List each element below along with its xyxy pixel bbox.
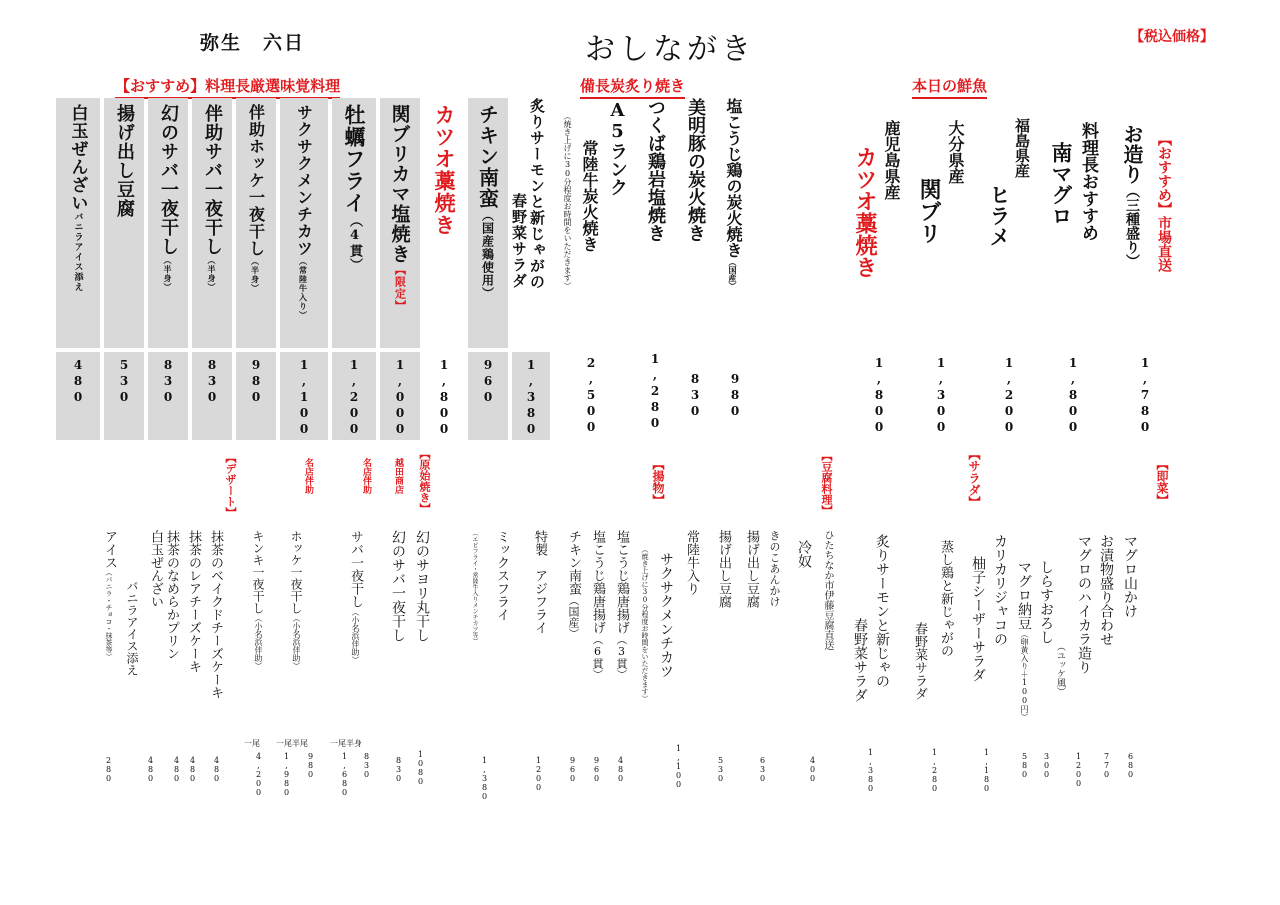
salad-item-3: 炙りサーモンと新じゃの bbox=[874, 534, 890, 688]
bin-item-3: つくば鶏岩塩焼き bbox=[645, 98, 666, 242]
fried-item-3: 塩こうじ鶏唐揚げ（6貫） bbox=[590, 530, 605, 680]
dessert-item-4-line2: バニラアイス添え bbox=[125, 580, 139, 676]
size-label-1: 一尾 bbox=[244, 739, 260, 748]
salad-item-1: カリカリジャコの bbox=[992, 534, 1008, 646]
fried-item-1-note: （焼き上げに30分程度お時間をいただきます） bbox=[641, 546, 649, 702]
famous2-item-2: キンキ一夜干し（小名浜伴助） bbox=[251, 530, 265, 670]
salad-item-3-line2: 春野菜サラダ bbox=[852, 618, 868, 702]
dessert-price-4: 480 bbox=[146, 756, 155, 783]
quick-item-5: マグロ納豆（卵黄入り＋100円） bbox=[1016, 560, 1032, 721]
quick-label: 【即菜】 bbox=[1155, 458, 1169, 506]
fried-price-1: 1,100 bbox=[674, 744, 683, 789]
rec-item-5 bbox=[332, 98, 376, 348]
rec-item-1-name2: 春野菜サラダ bbox=[510, 193, 528, 289]
grilled-price-2: 830 bbox=[394, 756, 403, 783]
famous1-price-1: 830 bbox=[362, 752, 371, 779]
dessert-item-3: 抹茶のなめらかプリン bbox=[164, 530, 179, 660]
famous2-price-2: 1,980 bbox=[282, 752, 291, 797]
section-binchotan-title: 備長炭炙り焼き bbox=[580, 75, 685, 99]
rec-item-2 bbox=[468, 98, 508, 348]
rec-price-5-box bbox=[332, 352, 376, 440]
quick-price-4: 300 bbox=[1042, 752, 1051, 779]
tofu-price-1: 400 bbox=[808, 756, 817, 783]
fried-item-1-line2: サクサクメンチカツ bbox=[658, 552, 674, 678]
rec-item-1 bbox=[512, 98, 550, 348]
fried-item-6: ミックスフライ bbox=[494, 530, 509, 621]
fish-price-4: 1,300 bbox=[934, 356, 948, 436]
quick-price-5: 580 bbox=[1020, 752, 1029, 779]
famous2-label: 名店伴助 bbox=[303, 458, 313, 494]
fried-label: 【揚物】 bbox=[651, 458, 665, 506]
salad-price-3: 1,380 bbox=[866, 748, 875, 793]
rec-item-9 bbox=[148, 98, 188, 348]
fish-price-5: 1,800 bbox=[872, 356, 886, 436]
tofu-item-2: きのこあんかけ bbox=[768, 530, 781, 607]
fish-price-2: 1,800 bbox=[1066, 356, 1080, 436]
tofu-item-1: 冷奴 bbox=[796, 540, 812, 568]
rec-price-3-box bbox=[424, 352, 464, 440]
bin-item-1: 塩こうじ鶏の炭火焼き（国産） bbox=[724, 98, 743, 290]
fish-item-5-line2: カツオ藁焼き bbox=[852, 146, 878, 278]
rec-price-8-box bbox=[192, 352, 232, 440]
fried-item-5: 特製 アジフライ bbox=[532, 530, 547, 634]
famous2-price-3: 4,200 bbox=[254, 752, 263, 797]
tofu-item-3: 揚げ出し豆腐 bbox=[716, 530, 731, 608]
rec-price-2-box bbox=[468, 352, 508, 440]
quick-item-2: お漬物盛り合わせ bbox=[1098, 534, 1114, 646]
fried-item-4: チキン南蛮（国産） bbox=[566, 530, 581, 639]
fish-price-3: 1,200 bbox=[1002, 356, 1016, 436]
rec-price-8: 830 bbox=[205, 358, 219, 406]
fish-item-3-line2: ヒラメ bbox=[987, 184, 1012, 247]
rec-price-9: 830 bbox=[161, 358, 175, 406]
bin-item-2: 美明豚の炭火焼き bbox=[685, 98, 706, 242]
rec-item-11-name: 白玉ぜんざいバニラアイス添え bbox=[67, 104, 88, 292]
grilled-price-1: 1080 bbox=[416, 750, 425, 786]
quick-price-1: 680 bbox=[1126, 752, 1135, 779]
bin-price-4: 2,500 bbox=[584, 356, 598, 436]
section-fresh-fish-title: 本日の鮮魚 bbox=[912, 75, 987, 99]
tax-note: 【税込価格】 bbox=[1130, 29, 1214, 45]
tofu-item-2-line2: 揚げ出し豆腐 bbox=[744, 530, 759, 608]
fried-price-6: 1,380 bbox=[480, 756, 489, 801]
bin-item-4-line2: 常陸牛炭火焼き bbox=[580, 140, 599, 252]
rec-price-6-box bbox=[280, 352, 328, 440]
rec-price-7: 980 bbox=[249, 358, 263, 406]
quick-item-3: マグロのハイカラ造り bbox=[1076, 534, 1092, 674]
rec-price-11-box bbox=[56, 352, 100, 440]
salad-item-2: 蒸し鶏と新じゃがの bbox=[938, 540, 953, 657]
fried-item-1: 常陸牛入り bbox=[684, 530, 699, 595]
size-label-2: 一尾半尾 bbox=[276, 739, 308, 748]
famous1-price-2: 1,680 bbox=[340, 752, 349, 797]
rec-price-3: 1,800 bbox=[437, 358, 451, 438]
rec-item-10 bbox=[104, 98, 144, 348]
rec-item-7 bbox=[236, 98, 276, 348]
rec-item-11 bbox=[56, 98, 100, 348]
famous1-sub: 越田商店 bbox=[393, 458, 403, 494]
famous1-label: 名店伴助 bbox=[361, 458, 371, 494]
rec-item-1-name: 炙りサーモンと新じゃがの bbox=[528, 98, 546, 290]
salad-price-2: 1,280 bbox=[930, 748, 939, 793]
grilled-item-2: 幻のサバ一夜干し bbox=[390, 530, 406, 642]
dessert-price-1: 480 bbox=[212, 756, 221, 783]
size-label-3: 一尾半身 bbox=[330, 739, 362, 748]
rec-item-2-name: チキン南蛮（国産鶏使用） bbox=[475, 104, 500, 300]
rec-item-6 bbox=[280, 98, 328, 348]
famous2-price-1: 980 bbox=[306, 752, 315, 779]
grilled-item-1: 幻のサヨリ丸干し bbox=[414, 530, 430, 642]
rec-price-7-box bbox=[236, 352, 276, 440]
fish-item-4-line2: 関ブリ bbox=[916, 178, 942, 244]
fish-item-5: 鹿児島県産 bbox=[882, 120, 901, 200]
fried-price-2: 480 bbox=[616, 756, 625, 783]
rec-price-9-box bbox=[148, 352, 188, 440]
rec-item-10-name: 揚げ出し豆腐 bbox=[114, 104, 135, 218]
tofu-label: 【豆腐料理】 bbox=[820, 450, 833, 516]
bin-price-1: 980 bbox=[728, 372, 742, 420]
rec-price-4: 1,000 bbox=[393, 358, 407, 438]
tofu-price-3: 530 bbox=[716, 756, 725, 783]
dessert-price-3: 480 bbox=[172, 756, 181, 783]
bin-note: （焼き上げに30分程度お時間をいただきます） bbox=[563, 112, 572, 290]
fish-item-4: 大分県産 bbox=[946, 120, 965, 184]
rec-price-1: 1,380 bbox=[524, 358, 538, 438]
dessert-item-2: 抹茶のレアチーズケーキ bbox=[186, 530, 201, 673]
salad-label: 【サラダ】 bbox=[967, 448, 981, 508]
rec-item-3-name: カツオ藁焼き bbox=[432, 104, 457, 236]
bin-price-3: 1,280 bbox=[648, 352, 662, 432]
fried-price-4: 960 bbox=[568, 756, 577, 783]
dessert-item-1: 抹茶のベイクドチーズケーキ bbox=[208, 530, 223, 699]
fish-item-2: 料理長おすすめ bbox=[1078, 122, 1098, 241]
dessert-item-5: アイス（バニラ・チョコ・抹茶等） bbox=[102, 530, 117, 660]
rec-item-7-name: 伴助ホッケ一夜干し（半身） bbox=[246, 104, 266, 293]
fish-prefix: 【おすすめ】市場直送 bbox=[1156, 132, 1172, 272]
fish-price-1: 1,780 bbox=[1138, 356, 1152, 436]
quick-price-3: 1200 bbox=[1074, 752, 1083, 788]
famous2-item-1: ホッケ一夜干し（小名浜伴助） bbox=[289, 530, 303, 670]
rec-item-3 bbox=[424, 98, 464, 348]
rec-price-1-box bbox=[512, 352, 550, 440]
rec-price-5: 1,200 bbox=[347, 358, 361, 438]
rec-price-10-box bbox=[104, 352, 144, 440]
tofu-item-1-note: ひたちなか市伊藤豆腐直送 bbox=[822, 530, 833, 650]
fried-price-5: 1200 bbox=[534, 756, 543, 792]
rec-item-4-name: 関ブリカマ塩焼き【限定】 bbox=[388, 104, 411, 312]
salad-price-1: 1,180 bbox=[982, 748, 991, 793]
rec-item-6-name: サクサクメンチカツ（常陸牛入り） bbox=[294, 104, 314, 320]
date-label: 弥生 六日 bbox=[200, 32, 306, 54]
section-recommended-title: 【おすすめ】料理長厳選味覚料理 bbox=[115, 75, 340, 99]
fish-item-3: 福島県産 bbox=[1013, 118, 1031, 178]
rec-item-4 bbox=[380, 98, 420, 348]
fish-item-1: お造り（三種盛り） bbox=[1120, 124, 1144, 268]
dessert-price-5: 280 bbox=[104, 756, 113, 783]
quick-item-4: しらすおろし bbox=[1038, 560, 1054, 644]
dessert-price-2: 480 bbox=[188, 756, 197, 783]
quick-item-3-note: （ユッケ風） bbox=[1055, 642, 1065, 696]
rec-item-8-name: 伴助サバ一夜干し（半身） bbox=[202, 104, 223, 292]
rec-item-5-name: 牡蠣フライ（4貫） bbox=[342, 104, 367, 272]
dessert-label: 【デザート】 bbox=[224, 452, 237, 518]
fish-item-2-line2: 南マグロ bbox=[1049, 142, 1074, 226]
bin-item-4: A5ランク bbox=[607, 100, 628, 196]
famous1-item-1: サバ一夜干し（小名浜伴助） bbox=[348, 530, 363, 664]
dessert-item-4: 白玉ぜんざい bbox=[148, 530, 163, 608]
fried-item-6-note: （エビフライ・常陸牛入りメンチカツ等） bbox=[471, 530, 478, 644]
rec-item-9-name: 幻のサバ一夜干し（半身） bbox=[158, 104, 179, 292]
rec-price-4-box bbox=[380, 352, 420, 440]
rec-price-6: 1,100 bbox=[297, 358, 311, 438]
quick-price-2: 770 bbox=[1102, 752, 1111, 779]
bin-price-2: 830 bbox=[688, 372, 702, 420]
salad-item-1-line2: 柚子シーザーサラダ bbox=[970, 556, 986, 682]
quick-item-1: マグロ山かけ bbox=[1122, 534, 1138, 618]
grilled-label: 【原始焼き】 bbox=[418, 448, 431, 514]
rec-price-10: 530 bbox=[117, 358, 131, 406]
rec-price-11: 480 bbox=[71, 358, 85, 406]
rec-item-8 bbox=[192, 98, 232, 348]
salad-item-2-line2: 春野菜サラダ bbox=[912, 622, 927, 700]
tofu-price-2: 630 bbox=[758, 756, 767, 783]
fried-item-2: 塩こうじ鶏唐揚げ（3貫） bbox=[614, 530, 629, 680]
page-title: おしながき bbox=[585, 32, 755, 67]
fried-price-3: 960 bbox=[592, 756, 601, 783]
rec-price-2: 960 bbox=[481, 358, 495, 406]
